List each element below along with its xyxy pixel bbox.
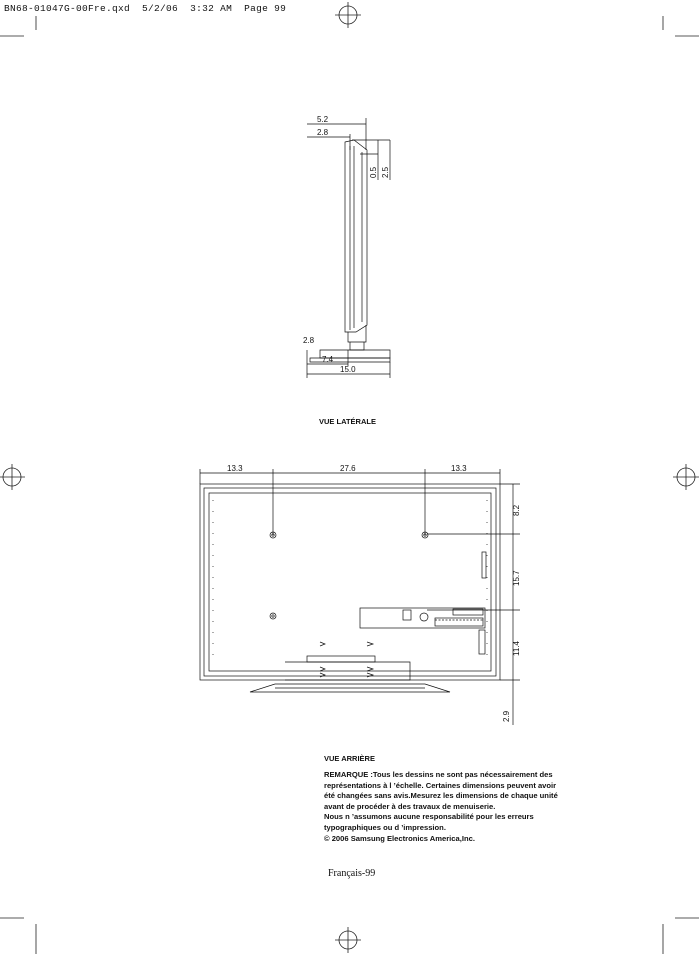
header-page: Page 99 bbox=[244, 3, 287, 14]
side-view-caption: VUE LATÉRALE bbox=[319, 417, 376, 426]
dim-rear-v-top: 8.2 bbox=[512, 504, 521, 516]
disclaimer-note bbox=[324, 770, 584, 844]
rear-view-caption: VUE ARRIÈRE bbox=[324, 754, 375, 763]
note-line: été changées sans avis.Mesurez les dimensions de chaque unité bbox=[324, 791, 558, 801]
dim-stand-total: 15.0 bbox=[340, 365, 356, 374]
note-line: REMARQUE :Tous les dessins ne sont pas nécessairement des bbox=[324, 770, 553, 779]
dim-top-v1: 0.5 bbox=[369, 166, 378, 178]
dim-rear-v-mid: 15.7 bbox=[512, 570, 521, 586]
dim-top-v2: 2.5 bbox=[381, 166, 390, 178]
dim-top-depth-inner: 2.8 bbox=[317, 128, 329, 137]
side-view-drawing bbox=[290, 110, 400, 380]
dim-rear-left: 13.3 bbox=[227, 464, 243, 473]
rear-view-drawing bbox=[195, 460, 525, 730]
note-line: © 2006 Samsung Electronics America,Inc. bbox=[324, 833, 475, 843]
note-line: typographiques ou d ’impression. bbox=[324, 822, 446, 832]
dim-rear-right: 13.3 bbox=[451, 464, 467, 473]
page-footer-label: Français-99 bbox=[328, 868, 376, 879]
header-time: 3:32 AM bbox=[190, 3, 233, 14]
dim-rear-v-low: 11.4 bbox=[512, 641, 521, 656]
note-line: représentations à l ’échelle. Certaines dimensions peuvent avoir bbox=[324, 780, 557, 790]
note-line: Nous n ’assumons aucune responsabilité pour les erreurs bbox=[324, 812, 534, 822]
dim-rear-v-base: 2.9 bbox=[502, 710, 511, 722]
dim-stand-left: 2.8 bbox=[303, 336, 315, 345]
dim-stand-mid: 7.4 bbox=[322, 355, 334, 364]
header-date: 5/2/06 bbox=[142, 3, 179, 14]
note-line: avant de procéder à des travaux de menuiserie. bbox=[324, 801, 496, 811]
dim-rear-middle: 27.6 bbox=[340, 464, 356, 473]
header-file: BN68-01047G-00Fre.qxd bbox=[4, 3, 131, 14]
dim-top-depth: 5.2 bbox=[317, 115, 329, 124]
